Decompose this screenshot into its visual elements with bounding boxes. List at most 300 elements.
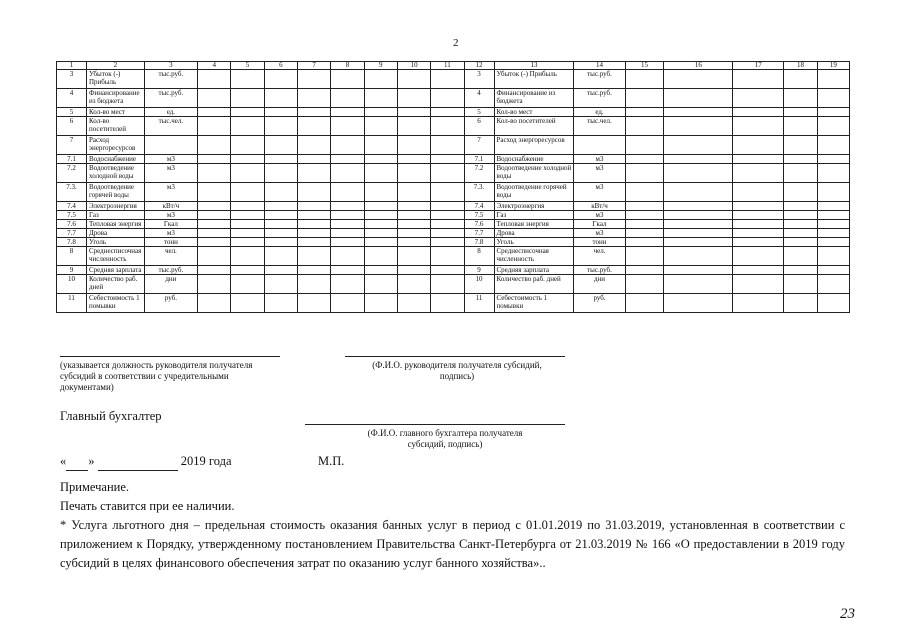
column-number: 9: [364, 62, 397, 70]
empty-cell: [264, 247, 297, 266]
row-number: 7.3.: [57, 183, 87, 202]
empty-cell: [664, 294, 733, 313]
row-number: 7.4: [57, 202, 87, 211]
empty-cell: [198, 183, 231, 202]
empty-cell: [231, 183, 264, 202]
empty-cell: [664, 70, 733, 89]
row-name: Убыток (-) Прибыль: [86, 70, 144, 89]
empty-cell: [625, 108, 664, 117]
row-name-right: Водоснабжение: [494, 155, 574, 164]
empty-cell: [625, 211, 664, 220]
empty-cell: [817, 89, 849, 108]
empty-cell: [784, 183, 817, 202]
row-number-right: 9: [464, 266, 494, 275]
empty-cell: [625, 238, 664, 247]
row-unit-right: м3: [574, 155, 625, 164]
row-number-right: 5: [464, 108, 494, 117]
empty-cell: [733, 108, 784, 117]
empty-cell: [198, 202, 231, 211]
empty-cell: [297, 108, 330, 117]
empty-cell: [625, 164, 664, 183]
row-number-right: 7.1: [464, 155, 494, 164]
empty-cell: [733, 275, 784, 294]
empty-cell: [733, 229, 784, 238]
column-number: 16: [664, 62, 733, 70]
empty-cell: [198, 155, 231, 164]
empty-cell: [733, 247, 784, 266]
empty-cell: [784, 266, 817, 275]
empty-cell: [364, 164, 397, 183]
empty-cell: [664, 238, 733, 247]
empty-cell: [264, 294, 297, 313]
empty-cell: [198, 229, 231, 238]
table-row: [57, 70, 850, 89]
empty-cell: [364, 155, 397, 164]
empty-cell: [625, 247, 664, 266]
row-name-right: Электроэнергия: [494, 202, 574, 211]
row-unit: м3: [144, 155, 197, 164]
empty-cell: [198, 294, 231, 313]
empty-cell: [198, 89, 231, 108]
empty-cell: [784, 136, 817, 155]
empty-cell: [733, 117, 784, 136]
empty-cell: [297, 164, 330, 183]
row-name-right: Дрова: [494, 229, 574, 238]
column-number: 13: [494, 62, 574, 70]
empty-cell: [431, 136, 464, 155]
empty-cell: [817, 70, 849, 89]
empty-cell: [817, 211, 849, 220]
row-name-right: Кол-во посетителей: [494, 117, 574, 136]
row-number-right: 4: [464, 89, 494, 108]
column-number: 11: [431, 62, 464, 70]
row-unit: [144, 136, 197, 155]
empty-cell: [664, 275, 733, 294]
empty-cell: [431, 70, 464, 89]
row-number: 6: [57, 117, 87, 136]
table-row: [57, 266, 850, 275]
empty-cell: [817, 155, 849, 164]
empty-cell: [733, 183, 784, 202]
column-number: 1: [57, 62, 87, 70]
empty-cell: [231, 266, 264, 275]
head-position-caption: (указывается должность руководителя получателя субсидий в соответствии с учредительными документами): [60, 360, 253, 392]
empty-cell: [198, 164, 231, 183]
empty-cell: [198, 136, 231, 155]
empty-cell: [733, 202, 784, 211]
column-number: 14: [574, 62, 625, 70]
empty-cell: [664, 220, 733, 229]
empty-cell: [297, 266, 330, 275]
row-number-right: 7.7: [464, 229, 494, 238]
row-number-right: 7.2: [464, 164, 494, 183]
table-row: [57, 136, 850, 155]
row-unit: тыс.руб.: [144, 70, 197, 89]
empty-cell: [664, 211, 733, 220]
column-number: 7: [297, 62, 330, 70]
row-number: 3: [57, 70, 87, 89]
empty-cell: [397, 247, 430, 266]
row-number-right: 10: [464, 275, 494, 294]
row-unit: м3: [144, 211, 197, 220]
empty-cell: [784, 164, 817, 183]
empty-cell: [231, 136, 264, 155]
empty-cell: [625, 183, 664, 202]
column-number-row: [57, 62, 850, 70]
empty-cell: [817, 164, 849, 183]
row-name-right: Финансирование из бюджета: [494, 89, 574, 108]
empty-cell: [331, 247, 364, 266]
empty-cell: [784, 89, 817, 108]
report-table: [56, 61, 850, 313]
row-number: 11: [57, 294, 87, 313]
empty-cell: [231, 211, 264, 220]
row-name: Газ: [86, 211, 144, 220]
empty-cell: [331, 155, 364, 164]
empty-cell: [431, 117, 464, 136]
row-unit-right: ед.: [574, 108, 625, 117]
empty-cell: [817, 275, 849, 294]
empty-cell: [198, 108, 231, 117]
empty-cell: [431, 275, 464, 294]
row-unit: Гкал: [144, 220, 197, 229]
empty-cell: [397, 266, 430, 275]
row-unit-right: м3: [574, 183, 625, 202]
table-row: [57, 275, 850, 294]
empty-cell: [331, 70, 364, 89]
empty-cell: [625, 294, 664, 313]
row-number: 4: [57, 89, 87, 108]
empty-cell: [297, 155, 330, 164]
row-name-right: Тепловая энергия: [494, 220, 574, 229]
empty-cell: [664, 164, 733, 183]
empty-cell: [397, 89, 430, 108]
row-name-right: Уголь: [494, 238, 574, 247]
empty-cell: [198, 70, 231, 89]
table-row: [57, 238, 850, 247]
column-number: 3: [144, 62, 197, 70]
empty-cell: [297, 229, 330, 238]
note-heading: Примечание.: [60, 480, 130, 494]
row-unit-right: руб.: [574, 294, 625, 313]
empty-cell: [397, 164, 430, 183]
row-unit: м3: [144, 183, 197, 202]
empty-cell: [264, 202, 297, 211]
empty-cell: [784, 220, 817, 229]
empty-cell: [297, 238, 330, 247]
empty-cell: [664, 108, 733, 117]
empty-cell: [784, 247, 817, 266]
row-number: 10: [57, 275, 87, 294]
empty-cell: [231, 117, 264, 136]
empty-cell: [397, 108, 430, 117]
row-name-right: Водоотведение холодной воды: [494, 164, 574, 183]
empty-cell: [331, 275, 364, 294]
row-unit: тыс.руб.: [144, 266, 197, 275]
empty-cell: [331, 238, 364, 247]
empty-cell: [264, 266, 297, 275]
empty-cell: [817, 266, 849, 275]
empty-cell: [297, 70, 330, 89]
page-number: 2: [453, 37, 459, 49]
row-unit: руб.: [144, 294, 197, 313]
date-close-quote: »: [88, 454, 95, 468]
table-row: [57, 211, 850, 220]
empty-cell: [331, 183, 364, 202]
empty-cell: [331, 136, 364, 155]
row-number-right: 7: [464, 136, 494, 155]
row-unit: м3: [144, 164, 197, 183]
row-unit-right: кВт/ч: [574, 202, 625, 211]
column-number: 2: [86, 62, 144, 70]
empty-cell: [331, 108, 364, 117]
column-number: 4: [198, 62, 231, 70]
empty-cell: [297, 183, 330, 202]
date-month-blank: [98, 452, 178, 471]
empty-cell: [297, 211, 330, 220]
empty-cell: [431, 202, 464, 211]
empty-cell: [231, 155, 264, 164]
empty-cell: [331, 202, 364, 211]
empty-cell: [364, 294, 397, 313]
empty-cell: [817, 294, 849, 313]
empty-cell: [297, 275, 330, 294]
column-number: 8: [331, 62, 364, 70]
empty-cell: [264, 108, 297, 117]
row-unit-right: м3: [574, 211, 625, 220]
empty-cell: [664, 247, 733, 266]
date-line: [60, 452, 232, 471]
empty-cell: [625, 70, 664, 89]
table-row: [57, 108, 850, 117]
empty-cell: [297, 202, 330, 211]
column-number: 19: [817, 62, 849, 70]
empty-cell: [364, 202, 397, 211]
empty-cell: [198, 211, 231, 220]
empty-cell: [264, 117, 297, 136]
table-row: [57, 89, 850, 108]
empty-cell: [397, 136, 430, 155]
empty-cell: [784, 70, 817, 89]
row-number-right: 8: [464, 247, 494, 266]
row-name: Кол-во посетителей: [86, 117, 144, 136]
empty-cell: [431, 220, 464, 229]
empty-cell: [364, 108, 397, 117]
row-name-right: Расход энергоресурсов: [494, 136, 574, 155]
row-name-right: Газ: [494, 211, 574, 220]
empty-cell: [264, 229, 297, 238]
row-name-right: Количество раб. дней: [494, 275, 574, 294]
empty-cell: [784, 108, 817, 117]
empty-cell: [364, 275, 397, 294]
row-name: Тепловая энергия: [86, 220, 144, 229]
date-year: 2019 года: [180, 454, 232, 468]
empty-cell: [198, 266, 231, 275]
empty-cell: [431, 294, 464, 313]
empty-cell: [431, 238, 464, 247]
row-number-right: 7.4: [464, 202, 494, 211]
empty-cell: [817, 202, 849, 211]
empty-cell: [817, 238, 849, 247]
empty-cell: [733, 238, 784, 247]
row-name: Водоотведение горячей воды: [86, 183, 144, 202]
column-number: 12: [464, 62, 494, 70]
empty-cell: [733, 211, 784, 220]
empty-cell: [231, 108, 264, 117]
empty-cell: [817, 229, 849, 238]
row-number: 7.8: [57, 238, 87, 247]
empty-cell: [625, 266, 664, 275]
empty-cell: [364, 183, 397, 202]
empty-cell: [264, 238, 297, 247]
empty-cell: [331, 89, 364, 108]
empty-cell: [625, 89, 664, 108]
empty-cell: [625, 202, 664, 211]
empty-cell: [625, 155, 664, 164]
row-name: Дрова: [86, 229, 144, 238]
empty-cell: [231, 247, 264, 266]
empty-cell: [625, 117, 664, 136]
row-name-right: Себестоимость 1 помывки: [494, 294, 574, 313]
empty-cell: [431, 183, 464, 202]
empty-cell: [784, 211, 817, 220]
row-number-right: 6: [464, 117, 494, 136]
empty-cell: [331, 266, 364, 275]
empty-cell: [364, 247, 397, 266]
row-name: Себестоимость 1 помывки: [86, 294, 144, 313]
empty-cell: [431, 164, 464, 183]
column-number: 15: [625, 62, 664, 70]
empty-cell: [397, 294, 430, 313]
table-row: [57, 155, 850, 164]
row-number-right: 3: [464, 70, 494, 89]
empty-cell: [733, 164, 784, 183]
empty-cell: [625, 220, 664, 229]
empty-cell: [397, 183, 430, 202]
empty-cell: [817, 247, 849, 266]
table-row: [57, 202, 850, 211]
row-name: Водоотведение холодной воды: [86, 164, 144, 183]
row-unit: тыс.руб.: [144, 89, 197, 108]
empty-cell: [364, 220, 397, 229]
row-name: Среднесписочная численность: [86, 247, 144, 266]
empty-cell: [264, 155, 297, 164]
empty-cell: [297, 117, 330, 136]
row-name: Расход энергоресурсов: [86, 136, 144, 155]
row-unit: тонн: [144, 238, 197, 247]
empty-cell: [733, 89, 784, 108]
row-number: 7.1: [57, 155, 87, 164]
row-number: 9: [57, 266, 87, 275]
table-row: [57, 164, 850, 183]
head-fio-caption: (Ф.И.О. руководителя получателя субсидий, подпись): [372, 360, 542, 381]
empty-cell: [297, 247, 330, 266]
note-line-1: Печать ставится при ее наличии.: [60, 499, 235, 513]
row-number: 7: [57, 136, 87, 155]
row-unit-right: тыс.руб.: [574, 70, 625, 89]
empty-cell: [431, 211, 464, 220]
row-name: Водоснабжение: [86, 155, 144, 164]
column-number: 17: [733, 62, 784, 70]
column-number: 6: [264, 62, 297, 70]
row-unit: м3: [144, 229, 197, 238]
empty-cell: [784, 229, 817, 238]
empty-cell: [733, 266, 784, 275]
empty-cell: [664, 89, 733, 108]
empty-cell: [231, 89, 264, 108]
stamp-place: М.П.: [318, 454, 345, 468]
row-unit: чел.: [144, 247, 197, 266]
empty-cell: [231, 70, 264, 89]
empty-cell: [625, 275, 664, 294]
empty-cell: [231, 229, 264, 238]
empty-cell: [231, 220, 264, 229]
empty-cell: [264, 275, 297, 294]
row-number: 5: [57, 108, 87, 117]
empty-cell: [397, 117, 430, 136]
empty-cell: [264, 70, 297, 89]
empty-cell: [397, 229, 430, 238]
empty-cell: [397, 275, 430, 294]
empty-cell: [364, 238, 397, 247]
row-number: 7.7: [57, 229, 87, 238]
column-number: 18: [784, 62, 817, 70]
empty-cell: [331, 294, 364, 313]
row-number: 7.6: [57, 220, 87, 229]
empty-cell: [431, 266, 464, 275]
empty-cell: [664, 183, 733, 202]
empty-cell: [264, 211, 297, 220]
empty-cell: [733, 155, 784, 164]
row-name-right: Водоотведение горячей воды: [494, 183, 574, 202]
empty-cell: [264, 89, 297, 108]
empty-cell: [331, 211, 364, 220]
row-name: Финансирование из бюджета: [86, 89, 144, 108]
row-unit: тыс.чел.: [144, 117, 197, 136]
empty-cell: [431, 108, 464, 117]
empty-cell: [198, 247, 231, 266]
empty-cell: [625, 136, 664, 155]
empty-cell: [198, 117, 231, 136]
row-unit-right: Гкал: [574, 220, 625, 229]
empty-cell: [331, 229, 364, 238]
empty-cell: [198, 275, 231, 294]
empty-cell: [664, 155, 733, 164]
empty-cell: [431, 89, 464, 108]
empty-cell: [431, 155, 464, 164]
chief-accountant-line: [305, 424, 565, 425]
row-number-right: 7.6: [464, 220, 494, 229]
empty-cell: [264, 220, 297, 229]
row-name-right: Кол-во мест: [494, 108, 574, 117]
head-position-line: [60, 356, 280, 357]
empty-cell: [364, 136, 397, 155]
column-number: 5: [231, 62, 264, 70]
row-name: Электроэнергия: [86, 202, 144, 211]
date-day-blank: [66, 452, 88, 471]
table-row: [57, 220, 850, 229]
row-name-right: Убыток (-) Прибыль: [494, 70, 574, 89]
row-number-right: 11: [464, 294, 494, 313]
empty-cell: [231, 164, 264, 183]
row-number: 7.5: [57, 211, 87, 220]
empty-cell: [231, 202, 264, 211]
row-name: Средняя зарплата: [86, 266, 144, 275]
empty-cell: [397, 238, 430, 247]
row-number: 8: [57, 247, 87, 266]
row-name: Кол-во мест: [86, 108, 144, 117]
empty-cell: [817, 117, 849, 136]
